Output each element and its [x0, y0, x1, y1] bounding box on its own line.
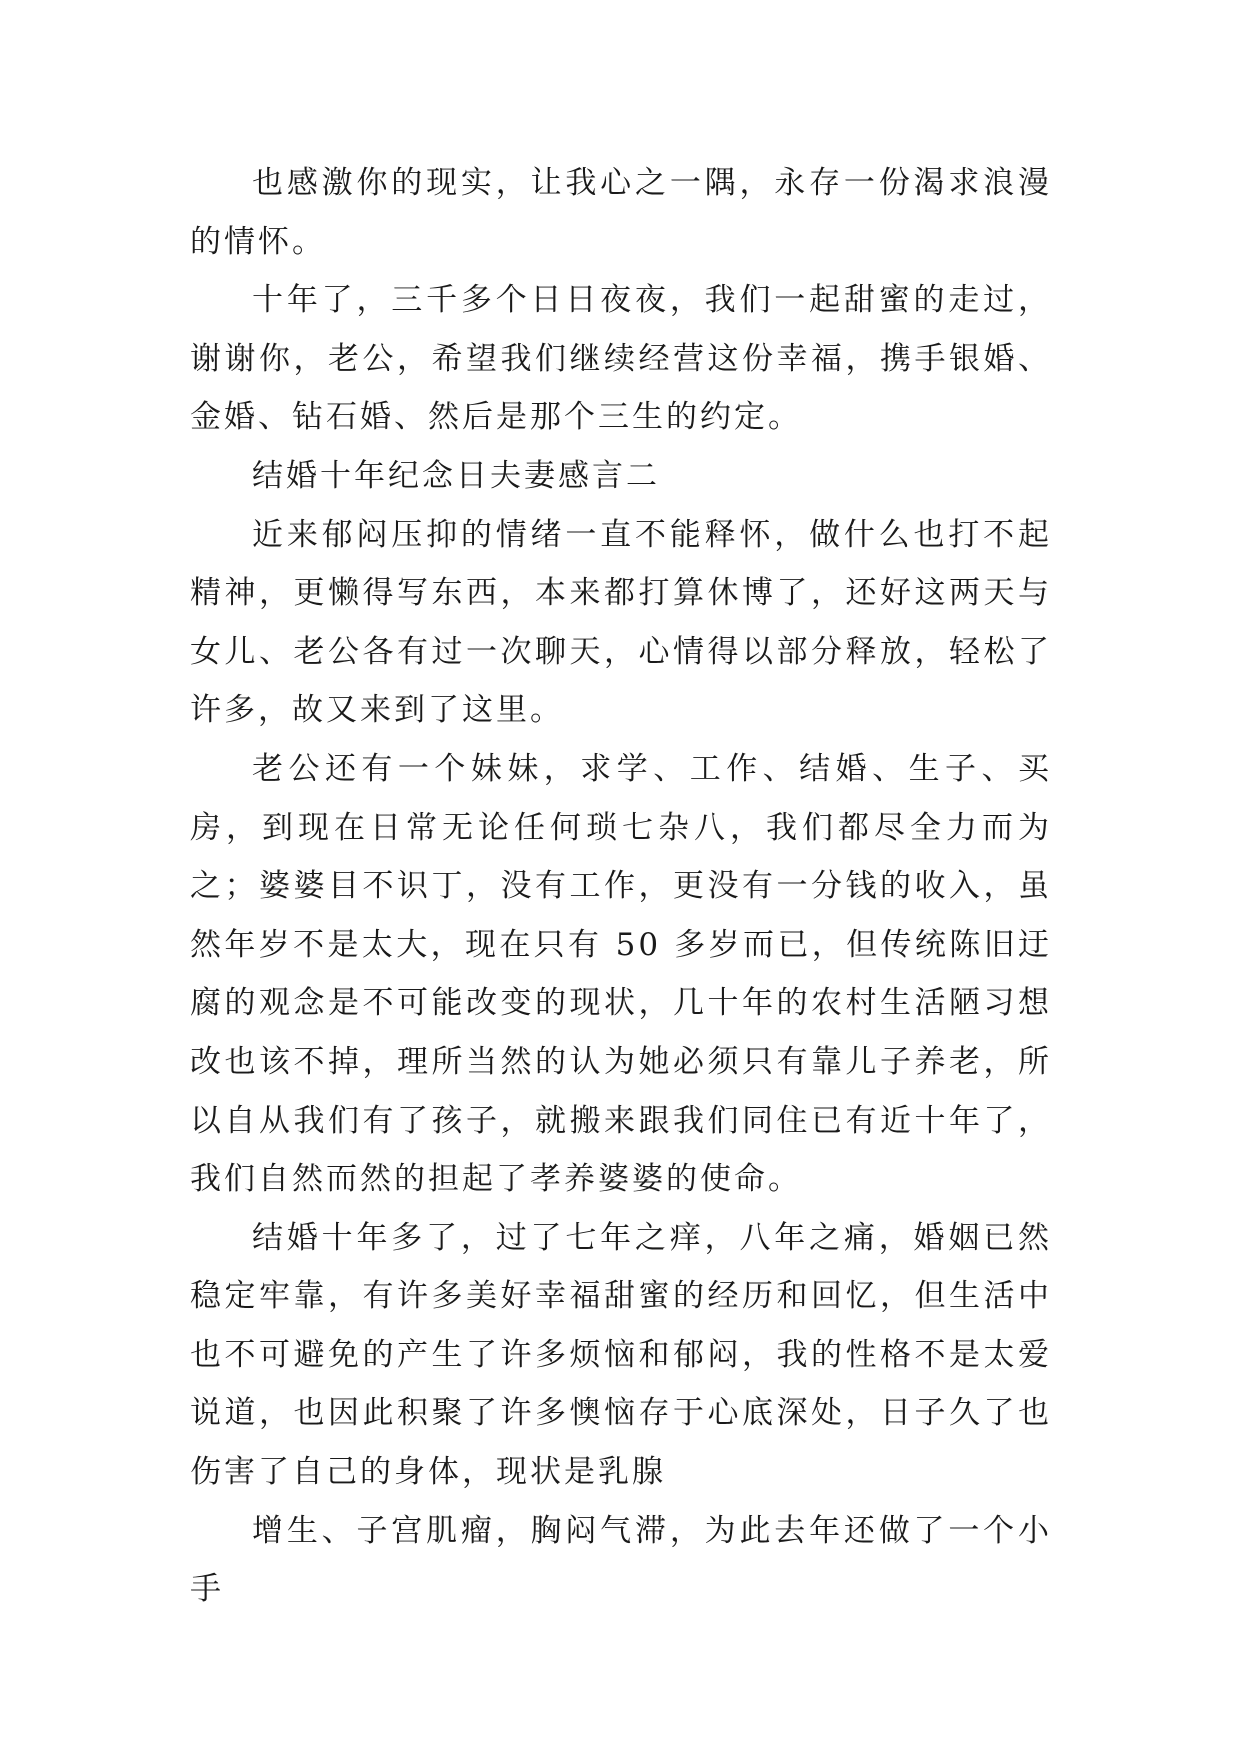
paragraph: 老公还有一个妹妹，求学、工作、结婚、生子、买房，到现在日常无论任何琐七杂八，我们都尽全力而为之；婆婆目不识丁，没有工作，更没有一分钱的收入，虽然年岁不是太大，现在只有 50 多岁而已，但传统陈旧迂腐的观念是不可能改变的现状，几十年的农村生活陋习想改也该不掉，理所当然的认为她必须只有靠儿子养老，所以自从我们有了孩子，就搬来跟我们同住已有近十年了，我们自然而然的担起了孝养婆婆的使命。: [190, 750, 1052, 1198]
document-body: [190, 154, 1052, 1619]
section-heading: 结婚十年纪念日夫妻感言二: [252, 457, 660, 494]
paragraph: 也感激你的现实，让我心之一隅，永存一份渴求浪漫的情怀。: [190, 165, 1052, 260]
paragraph: 增生、子宫肌瘤，胸闷气滞，为此去年还做了一个小手: [190, 1512, 1052, 1608]
paragraph: 十年了，三千多个日日夜夜，我们一起甜蜜的走过，谢谢你，老公，希望我们继续经营这份幸福，携手银婚、金婚、钻石婚、然后是那个三生的约定。: [190, 282, 1052, 436]
paragraph: 结婚十年多了，过了七年之痒，八年之痛，婚姻已然稳定牢靠，有许多美好幸福甜蜜的经历和回忆，但生活中也不可避免的产生了许多烦恼和郁闷，我的性格不是太爱说道，也因此积聚了许多懊恼存于心底深处，日子久了也伤害了自己的身体，现状是乳腺: [190, 1219, 1052, 1491]
paragraph: 近来郁闷压抑的情绪一直不能释怀，做什么也打不起精神，更懒得写东西，本来都打算休博了，还好这两天与女儿、老公各有过一次聊天，心情得以部分释放，轻松了许多，故又来到了这里。: [190, 516, 1052, 729]
